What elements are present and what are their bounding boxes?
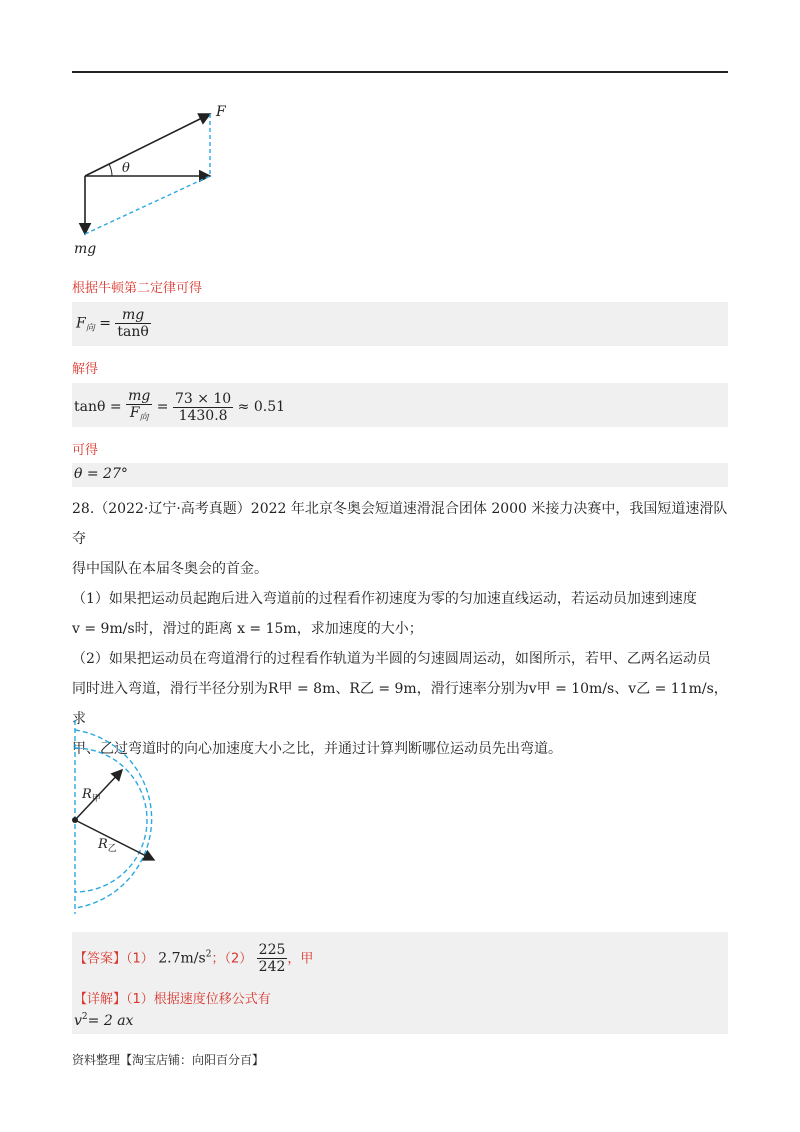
step2-equation: tanθ = $\frac{mg}{F_向}$ = $\frac{73 \times 10}{1430.8}$ ≈ 0.51 bbox=[74, 388, 286, 424]
step3-equation: θ = 27° bbox=[74, 466, 128, 482]
step3-equation-band bbox=[72, 463, 728, 487]
label-mg: mg bbox=[74, 241, 97, 257]
label-R-yi: $R_乙$ bbox=[98, 837, 117, 854]
dashed-diagonal bbox=[85, 176, 210, 234]
answer-band bbox=[72, 932, 728, 1034]
label-R-jia: $R_甲$ bbox=[82, 787, 101, 804]
force-diagram bbox=[70, 98, 240, 260]
step3-label: 可得 bbox=[72, 443, 99, 458]
label-theta: θ bbox=[122, 161, 130, 176]
header-rule bbox=[72, 71, 728, 73]
step1-equation: $F_向$ = $\frac{mg}{\tan\theta}$ bbox=[76, 307, 149, 340]
step1-label: 根据牛顿第二定律可得 bbox=[72, 281, 203, 296]
step2-equation-band bbox=[72, 383, 728, 427]
answer-line: 【答案】（1） $2.7m/s^2$；（2） $\frac{225}{242}$ ，甲 bbox=[74, 942, 314, 975]
theta-arc bbox=[109, 164, 112, 176]
footer-text: 资料整理【淘宝店铺：向阳百分百】 bbox=[72, 1053, 265, 1067]
question-text: 28.（2022·辽宁·高考真题）2022 年北京冬奥会短道速滑混合团体 2000 米接力决赛中，我国短道速滑队夺 得中国队在本届冬奥会的首金。 （1）如果把运动员起跑后进入弯道前的过程看作初速度为零的匀加速直线运动，若运动员加速到速度 v = 9m/s时，滑过的距离 x = 15m，求加速度的大小； （2）如果把运动员在弯道滑行的过程看作轨道为半圆的匀速圆周运动，如图所示，若甲、乙两名运动员 同时进入弯道，滑行半径分别为R甲 = 8m、R乙 = 9m，滑行速率分别为v甲 = 10m/s、v乙 = 11m/s，求 甲、乙过弯道时的向心加速度大小之比，并通过计算判断哪位运动员先出弯道。 bbox=[72, 501, 728, 757]
explanation-line: 【详解】（1）根据速度位移公式有 bbox=[74, 992, 271, 1007]
answer-fraction: $\frac{225}{242}$ bbox=[258, 942, 286, 975]
track-diagram bbox=[70, 718, 190, 918]
step1-equation-band bbox=[72, 302, 728, 346]
explanation-equation: $v^2= 2$ ax bbox=[74, 1012, 134, 1029]
step1-fraction: $\frac{mg}{\tan\theta}$ bbox=[117, 307, 149, 340]
force-F-arrow bbox=[85, 114, 210, 176]
label-F: F bbox=[216, 104, 226, 120]
step2-label: 解得 bbox=[72, 362, 99, 377]
radius-yi-arrow bbox=[75, 820, 154, 860]
